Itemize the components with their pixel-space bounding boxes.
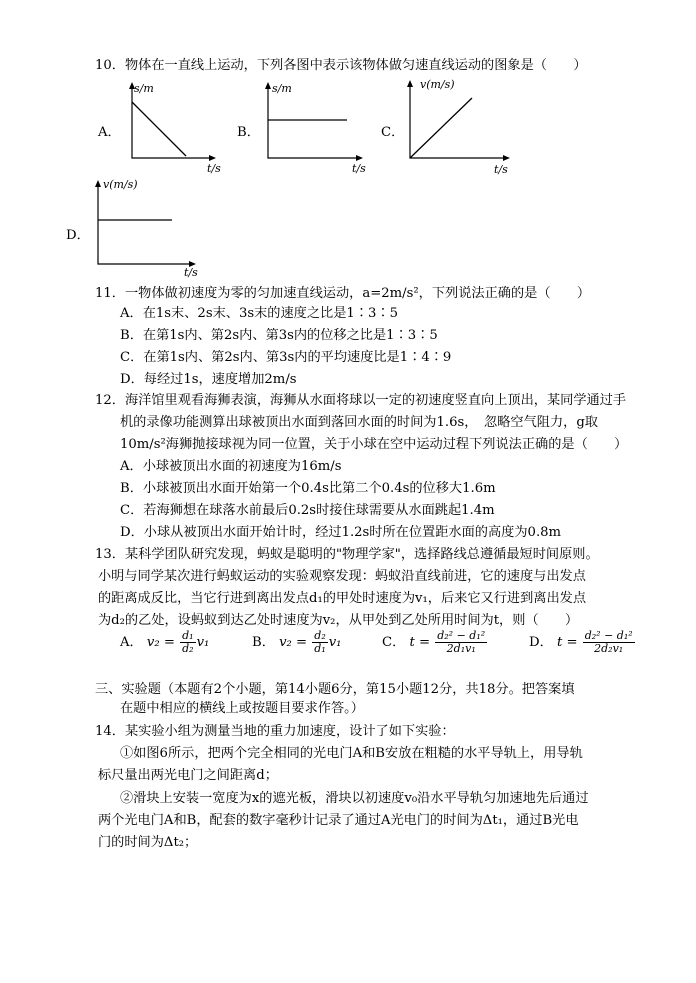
q12-stem-line-2: 机的录像功能测算出球被顶出水面到落回水面的时间为1.6s， 忽略空气阻力，g取 [120, 415, 598, 430]
q13-stem-line-1: 13．某科学团队研究发现，蚂蚁是聪明的"物理学家"，选择路线总遵循最短时间原则。 [95, 547, 599, 562]
fraction: $\frac{\text{d₂² − d₁²}}{\text{2d₁v₁}}$ [437, 629, 486, 655]
q10-graph-b-xlabel: t/s [352, 162, 366, 175]
q13-option-a: A． v₂ = $\frac{\text{d₁}}{\text{d₂}}$ v₁ [120, 629, 210, 655]
q14-line-5: 两个光电门A和B，配套的数字毫秒计记录了通过A光电门的时间为Δt₁，通过B光电 [98, 813, 579, 828]
q14-line-1: 14．某实验小组为测量当地的重力加速度，设计了如下实验： [95, 724, 455, 739]
q12-option-a: A．小球被顶出水面的初速度为16m/s [120, 459, 342, 474]
section-3-heading-line-2: 在题中相应的横线上或按题目要求作答。） [120, 701, 364, 716]
q10-option-a-label: A． [98, 125, 121, 140]
q10-graph-d-ylabel: v(m/s) [103, 178, 138, 191]
q10-graph-a-xlabel: t/s [207, 162, 221, 175]
q10-stem: 10．物体在一直线上运动，下列各图中表示该物体做匀速直线运动的图象是（ ） [95, 58, 587, 73]
q10-graph-d [88, 178, 200, 278]
q11-option-c: C．在第1s内、第2s内、第3s内的平均速度比是1∶4∶9 [120, 350, 452, 365]
q11-option-a: A．在1s末、2s末、3s末的速度之比是1∶3∶5 [120, 306, 398, 321]
q13-stem-line-4: 为d₂的乙处，设蚂蚁到达乙处时速度为v₂，从甲处到乙处所用时间为t，则（ ） [98, 613, 579, 628]
fraction: $\frac{\text{d₂}}{\text{d₁}}$ [314, 629, 326, 655]
q10-graph-a-ylabel: s/m [134, 82, 154, 95]
q13-option-d: D． t = $\frac{\text{d₂² − d₁²}}{\text{2d₂v₁}}$ [529, 629, 633, 655]
q10-option-d-label: D． [66, 228, 90, 243]
q14-line-3: 标尺量出两光电门之间距离d； [98, 768, 278, 783]
q13-stem-line-3: 的距离成反比，当它行进到离出发点d₁的甲处时速度为v₁，后来它又行进到离出发点 [98, 591, 587, 606]
q12-option-b: B．小球被顶出水面开始第一个0.4s比第二个0.4s的位移大1.6m [120, 481, 496, 496]
q11-option-b: B．在第1s内、第2s内、第3s内的位移之比是1∶3∶5 [120, 328, 438, 343]
q12-option-c: C．若海狮想在球落水前最后0.2s时接住球需要从水面跳起1.4m [120, 503, 495, 518]
q10-graph-b-ylabel: s/m [272, 82, 292, 95]
q10-graph-d-xlabel: t/s [184, 266, 198, 279]
q11-option-d: D．每经过1s，速度增加2m/s [120, 372, 297, 387]
q13-option-b: B． v₂ = $\frac{\text{d₂}}{\text{d₁}}$ v₁ [252, 629, 342, 655]
q10-option-c-label: C． [381, 125, 405, 140]
q12-option-d: D．小球从被顶出水面开始计时，经过1.2s时所在位置距水面的高度为0.8m [120, 525, 562, 540]
q11-stem: 11．一物体做初速度为零的匀加速直线运动，a=2m/s²，下列说法正确的是（ ） [95, 286, 591, 301]
q14-line-6: 门的时间为Δt₂； [98, 835, 198, 850]
q10-graph-c-xlabel: t/s [494, 163, 508, 176]
q10-option-b-label: B． [237, 125, 260, 140]
q13-stem-line-2: 小明与同学某次进行蚂蚁运动的实验观察发现：蚂蚁沿直线前进，它的速度与出发点 [98, 569, 586, 584]
fraction: $\frac{\text{d₁}}{\text{d₂}}$ [182, 629, 194, 655]
q10-graph-c-ylabel: v(m/s) [420, 78, 455, 91]
fraction: $\frac{\text{d₂² − d₁²}}{\text{2d₂v₁}}$ [584, 629, 633, 655]
q14-line-4: ②滑块上安装一宽度为x的遮光板，滑块以初速度v₀沿水平导轨匀加速地先后通过 [120, 791, 589, 806]
section-3-heading-line-1: 三、实验题（本题有2个小题，第14小题6分，第15小题12分，共18分。把答案填 [95, 682, 575, 697]
q12-stem-line-1: 12．海洋馆里观看海狮表演，海狮从水面将球以一定的初速度竖直向上顶出，某同学通过手 [95, 393, 627, 408]
q12-stem-line-3: 10m/s²海狮抛接球视为同一位置，关于小球在空中运动过程下列说法正确的是（ ） [120, 437, 628, 452]
q13-option-c: C． t = $\frac{\text{d₂² − d₁²}}{\text{2d₁v₁}}$ [382, 629, 486, 655]
q14-line-2: ①如图6所示，把两个完全相同的光电门A和B安放在粗糙的水平导轨上，用导轨 [120, 746, 583, 761]
